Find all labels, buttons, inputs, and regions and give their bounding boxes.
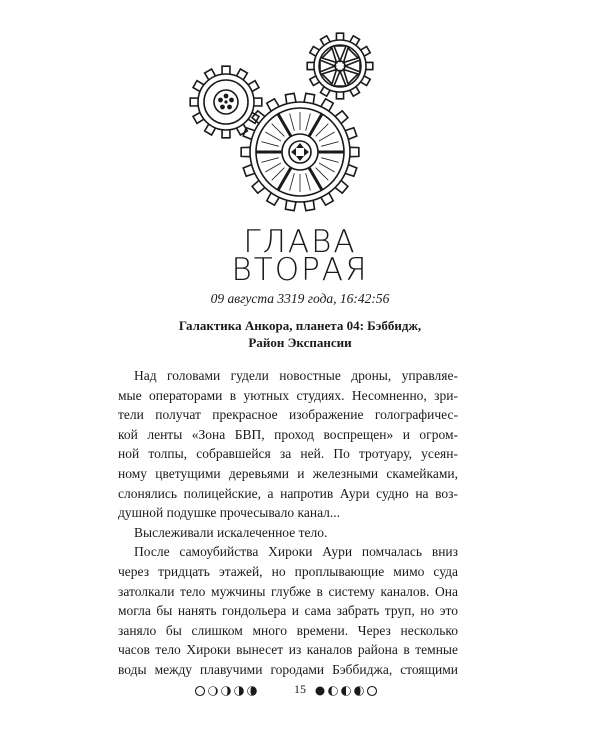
date-line: 09 августа 3319 года, 16:42:56 bbox=[210, 291, 390, 306]
gears-illustration-icon bbox=[180, 22, 400, 222]
text-line: ной толпы, собравшейся за ней. По тротуару, усеян- bbox=[118, 446, 458, 462]
chapter-title-line1: ГЛАВА bbox=[243, 224, 357, 260]
right-gear-icon bbox=[307, 33, 373, 99]
text-line: тели получат прекрасное изображение голографичес- bbox=[118, 407, 458, 423]
text-line: Выслеживали искалеченное тело. bbox=[134, 524, 328, 540]
body-text bbox=[118, 366, 458, 680]
page-footer bbox=[0, 682, 600, 702]
text-line: мые операторами в уютных студиях. Несомненно, зри- bbox=[118, 387, 458, 403]
text-line: часов тело Хироки вынесет из каналов района в темные bbox=[118, 642, 458, 658]
text-line: через тридцать этажей, но проплывающие мимо суда bbox=[118, 563, 458, 579]
text-line: ному цветущими деревьями и железными скамейками, bbox=[118, 465, 458, 481]
moon-phases-right-icon bbox=[314, 684, 386, 698]
text-line: могла бы нанять гондольера и сама забрать труп, но это bbox=[118, 603, 458, 619]
center-gear-icon bbox=[241, 93, 359, 210]
text-line: заняло бы слишком много времени. Через несколько bbox=[118, 622, 458, 638]
text-line: После самоубийства Хироки Аури помчалась вниз bbox=[134, 544, 458, 560]
location-line2: Район Экспансии bbox=[248, 335, 352, 350]
chapter-title-line2: ВТОРАЯ bbox=[231, 252, 369, 288]
text-line: Над головами гудели новостные дроны, управляе- bbox=[134, 368, 458, 383]
page-number: 15 bbox=[294, 682, 306, 696]
text-line: затолкали тело мужчины глубже в систему каналов. Она bbox=[118, 583, 458, 599]
location-line1: Галактика Анкора, планета 04: Бэббидж, bbox=[178, 318, 422, 333]
text-line: душной подушке прочесывало канал... bbox=[118, 505, 341, 521]
left-gear-icon bbox=[190, 66, 262, 138]
text-line: воды между плавучими городами Бэббиджа, стоящими bbox=[118, 661, 458, 677]
text-line: кой ленты «Зона БВП, проход воспрещен» и огром- bbox=[118, 426, 458, 442]
text-line: слонялись полицейские, а напротив Аури судно на воз- bbox=[118, 485, 458, 501]
moon-phases-left-icon bbox=[194, 684, 266, 698]
